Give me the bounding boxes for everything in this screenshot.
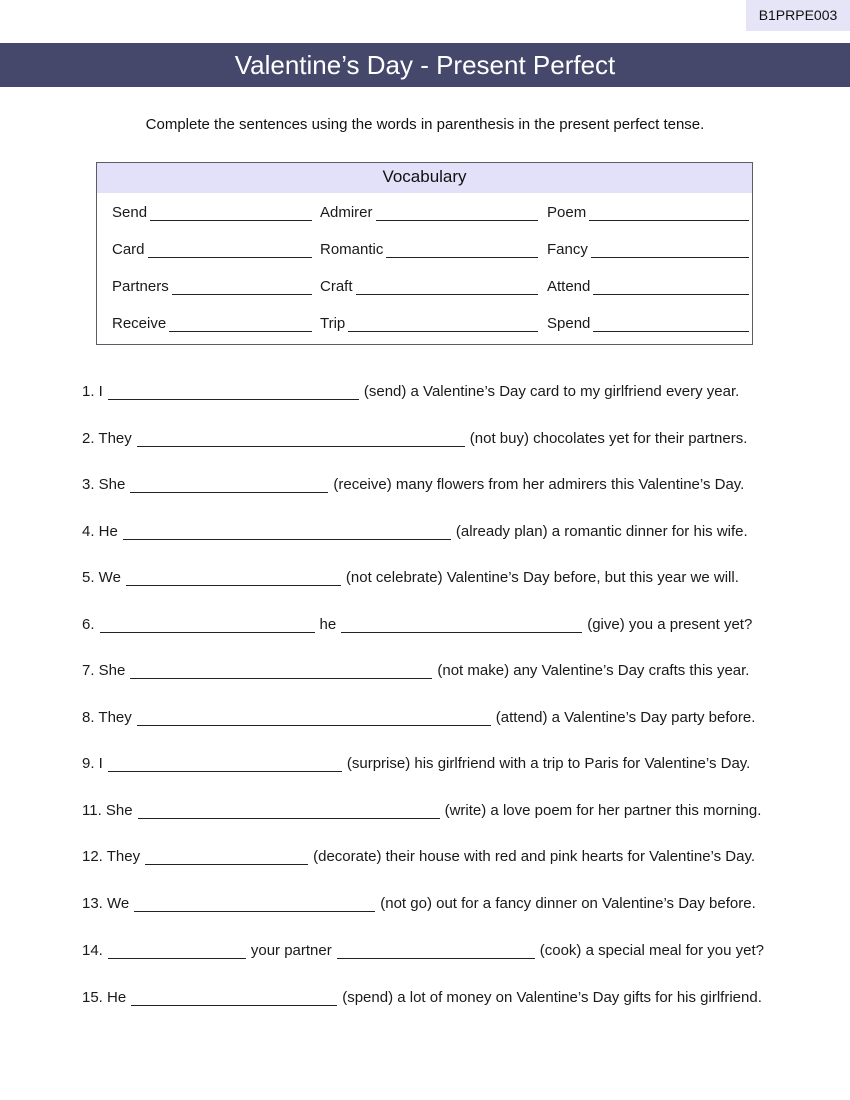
vocabulary-word: Admirer bbox=[320, 204, 373, 221]
vocabulary-item bbox=[112, 201, 312, 221]
question-text: (surprise) his girlfriend with a trip to Paris for Valentine’s Day. bbox=[346, 755, 751, 772]
question-item bbox=[82, 564, 739, 586]
vocabulary-word: Spend bbox=[547, 315, 591, 332]
answer-blank[interactable] bbox=[126, 571, 341, 586]
question-text: (give) you a present yet? bbox=[587, 616, 753, 633]
vocabulary-item bbox=[320, 201, 538, 221]
vocabulary-word: Craft bbox=[320, 278, 353, 295]
question-item bbox=[82, 704, 755, 726]
question-text: (spend) a lot of money on Valentine’s Day gifts for his girlfriend. bbox=[342, 989, 762, 1006]
answer-blank[interactable] bbox=[145, 850, 308, 865]
vocabulary-word: Trip bbox=[320, 315, 346, 332]
vocabulary-word: Card bbox=[112, 241, 145, 258]
vocabulary-item bbox=[320, 312, 538, 332]
question-text: 4. He bbox=[82, 523, 118, 540]
vocabulary-item bbox=[547, 238, 749, 258]
answer-blank[interactable] bbox=[134, 897, 375, 912]
question-text: 8. They bbox=[82, 709, 132, 726]
vocabulary-heading: Vocabulary bbox=[97, 163, 752, 193]
question-item bbox=[82, 471, 744, 493]
vocabulary-item bbox=[547, 312, 749, 332]
worksheet-code: B1PRPE003 bbox=[746, 0, 850, 31]
vocabulary-row bbox=[97, 201, 752, 221]
question-text: (not celebrate) Valentine’s Day before, but this year we will. bbox=[345, 569, 739, 586]
question-text: 2. They bbox=[82, 430, 132, 447]
question-text: (receive) many flowers from her admirers this Valentine’s Day. bbox=[333, 476, 745, 493]
question-text: 12. They bbox=[82, 848, 141, 865]
vocabulary-box bbox=[96, 162, 753, 345]
vocabulary-row bbox=[97, 275, 752, 295]
question-text: 1. I bbox=[82, 383, 103, 400]
vocabulary-answer-blank[interactable] bbox=[593, 317, 749, 332]
vocabulary-item bbox=[320, 275, 538, 295]
answer-blank[interactable] bbox=[108, 757, 342, 772]
question-text: 5. We bbox=[82, 569, 121, 586]
vocabulary-item bbox=[112, 275, 312, 295]
question-text: (not buy) chocolates yet for their partners. bbox=[469, 430, 748, 447]
question-item bbox=[82, 378, 739, 400]
vocabulary-answer-blank[interactable] bbox=[589, 206, 749, 221]
worksheet-title: Valentine’s Day - Present Perfect bbox=[0, 43, 850, 87]
vocabulary-answer-blank[interactable] bbox=[376, 206, 538, 221]
question-item bbox=[82, 611, 752, 633]
question-text: 6. bbox=[82, 616, 95, 633]
vocabulary-answer-blank[interactable] bbox=[591, 243, 749, 258]
vocabulary-item bbox=[112, 312, 312, 332]
question-text: (cook) a special meal for you yet? bbox=[539, 942, 765, 959]
question-text: (not go) out for a fancy dinner on Valentine’s Day before. bbox=[380, 895, 756, 912]
vocabulary-item bbox=[547, 201, 749, 221]
question-item bbox=[82, 890, 756, 912]
question-text: your partner bbox=[250, 942, 332, 959]
answer-blank[interactable] bbox=[137, 432, 465, 447]
question-text: 7. She bbox=[82, 662, 126, 679]
answer-blank[interactable] bbox=[341, 618, 582, 633]
question-text: (attend) a Valentine’s Day party before. bbox=[495, 709, 756, 726]
vocabulary-item bbox=[547, 275, 749, 295]
vocabulary-word: Poem bbox=[547, 204, 587, 221]
question-item bbox=[82, 797, 761, 819]
answer-blank[interactable] bbox=[100, 618, 315, 633]
question-text: 3. She bbox=[82, 476, 126, 493]
vocabulary-answer-blank[interactable] bbox=[169, 317, 312, 332]
answer-blank[interactable] bbox=[131, 991, 337, 1006]
answer-blank[interactable] bbox=[130, 478, 328, 493]
answer-blank[interactable] bbox=[108, 385, 359, 400]
question-text: (send) a Valentine’s Day card to my girlfriend every year. bbox=[363, 383, 740, 400]
vocabulary-answer-blank[interactable] bbox=[386, 243, 538, 258]
question-text: he bbox=[319, 616, 337, 633]
vocabulary-answer-blank[interactable] bbox=[356, 280, 538, 295]
vocabulary-word: Receive bbox=[112, 315, 167, 332]
question-item bbox=[82, 937, 764, 959]
question-text: (not make) any Valentine’s Day crafts this year. bbox=[437, 662, 750, 679]
question-text: 15. He bbox=[82, 989, 127, 1006]
question-text: 13. We bbox=[82, 895, 130, 912]
question-item bbox=[82, 657, 749, 679]
question-item bbox=[82, 984, 762, 1006]
vocabulary-row bbox=[97, 238, 752, 258]
question-item bbox=[82, 843, 755, 865]
vocabulary-item bbox=[112, 238, 312, 258]
vocabulary-word: Partners bbox=[112, 278, 169, 295]
vocabulary-answer-blank[interactable] bbox=[593, 280, 749, 295]
answer-blank[interactable] bbox=[108, 944, 246, 959]
question-text: (decorate) their house with red and pink hearts for Valentine’s Day. bbox=[313, 848, 756, 865]
question-text: (write) a love poem for her partner this morning. bbox=[444, 802, 762, 819]
question-text: 14. bbox=[82, 942, 103, 959]
question-item bbox=[82, 425, 747, 447]
question-item bbox=[82, 518, 748, 540]
vocabulary-answer-blank[interactable] bbox=[150, 206, 312, 221]
answer-blank[interactable] bbox=[138, 804, 440, 819]
vocabulary-item bbox=[320, 238, 538, 258]
vocabulary-word: Fancy bbox=[547, 241, 588, 258]
question-text: 9. I bbox=[82, 755, 103, 772]
question-item bbox=[82, 750, 750, 772]
vocabulary-word: Attend bbox=[547, 278, 591, 295]
vocabulary-answer-blank[interactable] bbox=[148, 243, 312, 258]
vocabulary-word: Romantic bbox=[320, 241, 384, 258]
question-text: 11. She bbox=[82, 802, 133, 819]
instructions: Complete the sentences using the words in parenthesis in the present perfect tense. bbox=[145, 116, 705, 133]
vocabulary-word: Send bbox=[112, 204, 148, 221]
answer-blank[interactable] bbox=[137, 711, 491, 726]
answer-blank[interactable] bbox=[130, 664, 432, 679]
answer-blank[interactable] bbox=[123, 525, 451, 540]
vocabulary-answer-blank[interactable] bbox=[172, 280, 312, 295]
vocabulary-row bbox=[97, 312, 752, 332]
vocabulary-answer-blank[interactable] bbox=[348, 317, 538, 332]
answer-blank[interactable] bbox=[337, 944, 535, 959]
question-text: (already plan) a romantic dinner for his wife. bbox=[455, 523, 748, 540]
